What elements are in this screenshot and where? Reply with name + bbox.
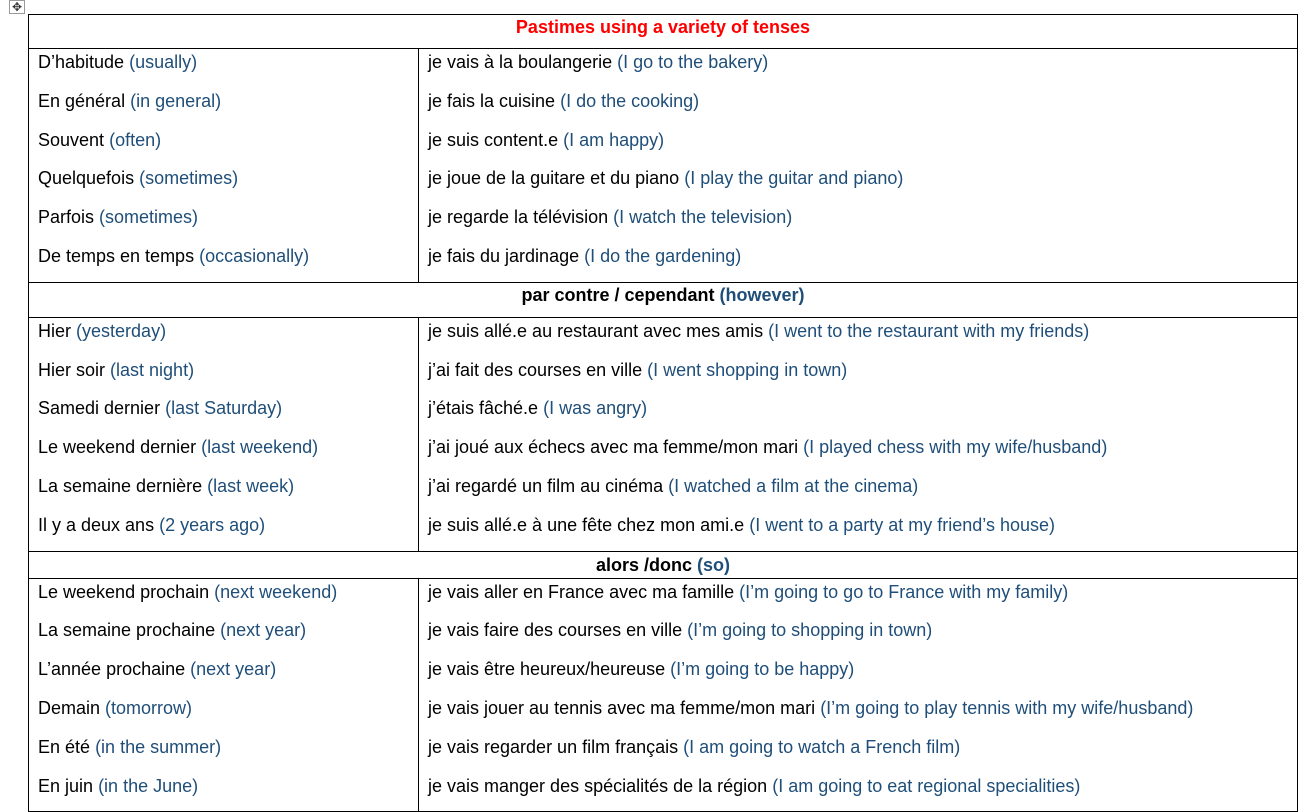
en-text: (in general)	[130, 90, 222, 111]
list-item	[419, 243, 1297, 282]
sentences-cell	[419, 49, 1298, 283]
fr-text: Le weekend prochain	[38, 581, 210, 602]
section-heading-past	[29, 282, 1298, 317]
fr-text: je vais aller en France avec ma famille	[428, 581, 735, 602]
fr-text: D’habitude	[38, 52, 125, 72]
fr-text: je fais du jardinage	[428, 245, 580, 266]
fr-text: De temps en temps	[38, 245, 195, 266]
list-item	[419, 473, 1297, 512]
list-item	[419, 49, 1297, 88]
fr-text: j’ai fait des courses en ville	[428, 359, 643, 380]
list-item	[419, 318, 1297, 357]
list-item	[419, 395, 1297, 434]
en-text: (I am going to eat regional specialities)	[772, 775, 1081, 796]
list-item	[419, 773, 1297, 812]
list-item	[29, 656, 418, 695]
en-text: (I am happy)	[563, 129, 665, 150]
en-text: (I played chess with my wife/husband)	[803, 437, 1108, 458]
fr-text: je suis allé.e à une fête chez mon ami.e	[428, 514, 745, 535]
list-item	[29, 579, 418, 618]
list-item	[29, 434, 418, 473]
fr-text: Le weekend dernier	[38, 437, 197, 458]
en-text: (often)	[109, 129, 162, 150]
fr-text: En juin	[38, 775, 94, 796]
fr-text: je vais à la boulangerie	[428, 52, 613, 72]
list-item	[29, 88, 418, 127]
list-item	[29, 773, 418, 812]
fr-text: Quelquefois	[38, 168, 135, 189]
en-text: (next year)	[220, 620, 307, 641]
en-text: (I go to the bakery)	[617, 52, 769, 72]
fr-text: La semaine dernière	[38, 475, 203, 496]
list-item	[29, 165, 418, 204]
fr-text: Samedi dernier	[38, 398, 161, 419]
en-text: (occasionally)	[199, 245, 310, 266]
fr-text: L’année prochaine	[38, 659, 186, 680]
en-text: (sometimes)	[99, 207, 199, 228]
en-text: (last night)	[110, 359, 195, 380]
fr-text: Il y a deux ans	[38, 514, 155, 535]
list-item	[29, 243, 418, 282]
pastimes-table	[28, 14, 1298, 812]
en-text: (I play the guitar and piano)	[684, 168, 904, 189]
heading-fr: alors /donc	[595, 554, 692, 575]
list-item	[29, 204, 418, 243]
en-text: (I’m going to go to France with my family)	[739, 581, 1069, 602]
fr-text: je joue de la guitare et du piano	[428, 168, 680, 189]
list-item	[29, 512, 418, 551]
list-item	[29, 734, 418, 773]
fr-text: je vais faire des courses en ville	[428, 620, 683, 641]
fr-text: je vais jouer au tennis avec ma femme/mon mari	[428, 697, 816, 718]
fr-text: Parfois	[38, 207, 95, 228]
fr-text: je regarde la télévision	[428, 207, 609, 228]
list-item	[419, 734, 1297, 773]
heading-en: (however)	[719, 284, 805, 305]
heading-fr: par contre / cependant	[521, 284, 715, 305]
section-heading-future	[29, 551, 1298, 578]
en-text: (sometimes)	[139, 168, 239, 189]
en-text: (2 years ago)	[159, 514, 266, 535]
list-item	[419, 512, 1297, 551]
fr-text: Hier	[38, 320, 72, 341]
en-text: (tomorrow)	[105, 697, 193, 718]
list-item	[29, 127, 418, 166]
list-item	[29, 357, 418, 396]
list-item	[419, 357, 1297, 396]
fr-text: je fais la cuisine	[428, 90, 556, 111]
list-item	[419, 695, 1297, 734]
en-text: (next year)	[190, 659, 277, 680]
list-item	[419, 204, 1297, 243]
section-future	[29, 578, 1298, 812]
fr-text: Hier soir	[38, 359, 106, 380]
list-item	[419, 165, 1297, 204]
list-item	[29, 695, 418, 734]
en-text: (in the June)	[98, 775, 199, 796]
time-expressions-cell	[29, 49, 419, 283]
en-text: (yesterday)	[76, 320, 167, 341]
list-item	[419, 127, 1297, 166]
section-heading	[29, 282, 1298, 317]
list-item	[419, 88, 1297, 127]
en-text: (in the summer)	[95, 736, 222, 757]
table-title: Pastimes using a variety of tenses	[29, 15, 1298, 49]
list-item	[29, 395, 418, 434]
en-text: (I watched a film at the cinema)	[668, 475, 919, 496]
en-text: (I’m going to play tennis with my wife/husband)	[820, 697, 1194, 718]
en-text: (I went to a party at my friend’s house)	[749, 514, 1056, 535]
fr-text: Demain	[38, 697, 101, 718]
fr-text: je vais manger des spécialités de la région	[428, 775, 768, 796]
title-row	[29, 15, 1298, 49]
fr-text: Souvent	[38, 129, 105, 150]
section-present	[29, 49, 1298, 283]
list-item	[29, 318, 418, 357]
en-text: (I went to the restaurant with my friends)	[768, 320, 1090, 341]
fr-text: je vais être heureux/heureuse	[428, 659, 666, 680]
list-item	[419, 617, 1297, 656]
list-item	[419, 656, 1297, 695]
fr-text: je vais regarder un film français	[428, 736, 679, 757]
en-text: (next weekend)	[214, 581, 338, 602]
section-past	[29, 317, 1298, 551]
fr-text: j’étais fâché.e	[428, 398, 539, 419]
en-text: (I’m going to shopping in town)	[687, 620, 933, 641]
sentences-cell	[419, 578, 1298, 812]
en-text: (I do the cooking)	[560, 90, 700, 111]
en-text: (usually)	[129, 52, 198, 72]
list-item	[419, 579, 1297, 618]
time-expressions-cell	[29, 317, 419, 551]
table-move-handle-icon[interactable]: ✥	[9, 0, 25, 14]
en-text: (I watch the television)	[613, 207, 793, 228]
fr-text: j’ai regardé un film au cinéma	[428, 475, 664, 496]
sentences-cell	[419, 317, 1298, 551]
heading-en: (so)	[697, 554, 731, 575]
fr-text: je suis allé.e au restaurant avec mes amis	[428, 320, 764, 341]
time-expressions-cell	[29, 578, 419, 812]
en-text: (last week)	[207, 475, 295, 496]
list-item	[29, 617, 418, 656]
fr-text: En été	[38, 736, 91, 757]
list-item	[29, 473, 418, 512]
fr-text: La semaine prochaine	[38, 620, 216, 641]
list-item	[419, 434, 1297, 473]
en-text: (last Saturday)	[165, 398, 283, 419]
fr-text: En général	[38, 90, 126, 111]
fr-text: j’ai joué aux échecs avec ma femme/mon mari	[428, 437, 799, 458]
en-text: (I’m going to be happy)	[670, 659, 855, 680]
en-text: (I do the gardening)	[584, 245, 742, 266]
section-heading	[29, 551, 1298, 578]
fr-text: je suis content.e	[428, 129, 559, 150]
en-text: (I was angry)	[543, 398, 648, 419]
list-item	[29, 49, 418, 88]
en-text: (I went shopping in town)	[647, 359, 848, 380]
en-text: (I am going to watch a French film)	[683, 736, 961, 757]
en-text: (last weekend)	[201, 437, 319, 458]
